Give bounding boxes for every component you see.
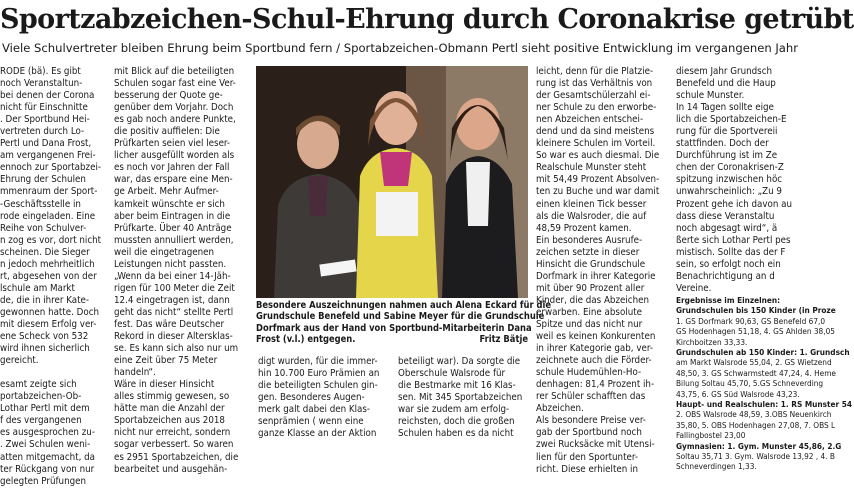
text-line: -Geschäftsstelle in	[0, 198, 81, 210]
text-line: Prüfkarten seien viel leser-	[114, 138, 231, 150]
text-line: Soltau 35,71 3. Gym. Walsrode 13,92 , 4. B	[676, 450, 835, 461]
text-line: Lothar Pertl mit dem	[0, 403, 90, 415]
text-line: diesem Jahr Grundsch	[676, 66, 773, 77]
text-line: Abzeichen.	[536, 403, 584, 415]
text-line: geht das nicht“ stellte Pertl	[114, 306, 234, 318]
text-line: 43,75, 6. GS Süd Walsrode 43,23.	[676, 388, 800, 399]
text-line: n jedoch mehrheitlich	[0, 258, 95, 270]
text-line: 48,50, 3. GS Schwarmstedt 47,24, 4. Heme	[676, 367, 836, 378]
text-line: hin 10.700 Euro Prämien an	[258, 368, 380, 380]
text-line: Prozent gehe ich davon au	[676, 198, 793, 210]
text-line: denhagen: 81,4 Prozent ih-	[536, 379, 655, 391]
text-line: war, das erspare eine Men-	[114, 174, 233, 186]
text-line: gereicht.	[0, 355, 39, 367]
text-line: rung ist das Verhältnis von	[536, 78, 653, 90]
text-line: sein, so erfolgt noch ein	[676, 258, 781, 270]
text-line: zwei Rucksäcke mit Utensi-	[536, 439, 655, 451]
text-line: noch Veranstaltun-	[0, 78, 83, 90]
text-line: Wäre in dieser Hinsicht	[114, 379, 215, 391]
text-line: gab der Sportbund noch	[536, 427, 642, 439]
text-line: Benachrichtigung an d	[676, 270, 775, 282]
text-line: „Wenn da bei einer 14-Jäh-	[114, 270, 231, 282]
text-line: richt. Diese erhielten in	[536, 463, 638, 475]
text-line: Leistungen nicht passten.	[114, 258, 227, 270]
text-line: besserung der Quote ge-	[114, 90, 223, 102]
article-column-5	[536, 66, 666, 475]
text-line: portabzeichen-Ob-	[0, 391, 82, 403]
text-line: zeichnete auch die Förder-	[536, 355, 652, 367]
caption-line: Frost (v.l.) entgegen. Fritz Bätje	[256, 333, 528, 345]
text-line: die Bestmarke mit 16 Klas-	[398, 380, 516, 392]
text-line: mit 54,49 Prozent Absolven-	[536, 174, 660, 186]
text-line: mit Blick auf die beteiligten	[114, 66, 235, 77]
text-line: sen. Mit 345 Sportabzeichen	[398, 392, 523, 404]
text-line: stattfinden. Doch der	[676, 138, 769, 150]
article-photo	[256, 66, 528, 298]
article-column-4-bottom	[398, 356, 528, 473]
photo-credit: Fritz Bätje	[479, 333, 528, 345]
article-column-6	[676, 66, 852, 472]
text-line: ene Scheck von 532	[0, 331, 89, 343]
text-line: gewonnen hatte. Doch	[0, 306, 100, 318]
text-line: eine Zeit über 75 Meter	[114, 355, 218, 367]
text-line: rung für die Sportvereii	[676, 126, 778, 138]
text-line: in ihrer Kategorie gab, ver-	[536, 343, 653, 355]
text-line: RODE (bä). Es gibt	[0, 66, 81, 77]
text-line: GS Hodenhagen 51,18, 4. GS Ahlden 38,05	[676, 326, 835, 337]
text-line: einen kleinen Tick besser	[536, 198, 647, 210]
text-line: Kirchboitzen 33,33.	[676, 336, 748, 347]
caption-line: Grundschule Benefeld und Sabine Meyer für die Grundschule	[256, 311, 545, 323]
article-column-3-bottom	[258, 356, 386, 473]
text-line: es 2951 Sportabzeichen, die	[114, 451, 239, 463]
text-line: Benefeld und die Haup	[676, 78, 776, 90]
article-subheadline: Viele Schulvertreter bleiben Ehrung beim Sportbund fern / Sportabzeichen-Obmann Pertl sieht positive Entwicklung im vergangenen Jahr	[1, 41, 798, 55]
text-line: leicht, denn für die Platzie-	[536, 66, 654, 77]
text-line: ten zu Buche und war damit	[536, 186, 660, 198]
text-line: f des vergangenen	[0, 415, 82, 427]
text-line: erwarben. Eine absolute	[536, 306, 643, 318]
text-line: rode eingeladen. Eine	[0, 210, 96, 222]
text-line: Grundschulen ab 150 Kinder: 1. Grundsch	[676, 346, 850, 357]
article-column-6-text	[676, 66, 800, 295]
text-line: Bilung Soltau 45,70, 5.GS Schneverding	[676, 378, 824, 389]
text-line: ganze Klasse an der Aktion	[258, 428, 377, 440]
text-line: mistisch. Sollte das der F	[676, 246, 786, 258]
text-line: Ergebnisse im Einzelnen:	[676, 294, 781, 305]
text-line: 35,80, 5. OBS Hodenhagen 27,08, 7. OBS L	[676, 419, 836, 430]
text-line: se. Es kann sich also nur um	[114, 343, 239, 355]
text-line: es gab noch andere Punkte,	[114, 114, 236, 126]
text-line: Gymnasien: 1. Gym. Munster 45,86, 2.G	[676, 440, 842, 451]
text-line: ennoch zur Sportabzei-	[0, 162, 102, 174]
text-line: am vergangenen Frei-	[0, 150, 96, 162]
text-line: scheinen. Die Sieger	[0, 246, 90, 258]
text-line: es noch vor Jahren der Fall	[114, 162, 230, 174]
text-line: zeichen setzte in dieser	[536, 246, 640, 258]
text-line: dend und da sind meistens	[536, 126, 655, 138]
text-line: Schulen sogar fast eine Ver-	[114, 78, 236, 90]
text-line: alles stimmig gewesen, so	[114, 391, 230, 403]
text-line: rt, abgesehen von der	[0, 270, 97, 282]
text-line: atten mitgemacht, da	[0, 451, 96, 463]
text-line: Reihe von Schulver-	[0, 222, 87, 234]
text-line: die beteiligten Schulen gin-	[258, 380, 378, 392]
text-line: Grundschulen bis 150 Kinder (in Proze	[676, 305, 836, 316]
text-line: In 14 Tagen sollte eige	[676, 102, 774, 114]
text-line: esamt zeigte sich	[0, 379, 77, 391]
text-line: Schulen haben es da nicht	[398, 428, 514, 440]
text-line: 1. GS Dorfmark 90,63, GS Benefeld 67,0	[676, 315, 826, 326]
text-line: weil es keinen Konkurenten	[536, 331, 656, 343]
text-line: Durchführung ist im Ze	[676, 150, 778, 162]
photo-three-women-image	[256, 66, 528, 298]
text-line: schule Munster.	[676, 90, 745, 102]
text-line: kleinere Schulen im Vorteil.	[536, 138, 656, 150]
article-headline: Sportzabzeichen-Schul-Ehrung durch Coronakrise getrübt	[0, 4, 854, 35]
text-line: gen. Besonderes Augen-	[258, 392, 365, 404]
text-line: Ein besonderes Ausrufe-	[536, 234, 643, 246]
text-line: 48,59 Prozent kamen.	[536, 222, 632, 234]
text-line: ner Schule zu den erworbe-	[536, 102, 657, 114]
article-column-1	[0, 66, 104, 487]
text-line: bei denen der Corona	[0, 90, 95, 102]
text-line: vertreten durch Lo-	[0, 126, 85, 138]
text-line: Realschule Munster steht	[536, 162, 647, 174]
photo-caption	[256, 300, 552, 348]
text-line: fest. Das wäre Deutscher	[114, 318, 225, 330]
text-line: Vereine.	[676, 282, 712, 294]
text-line: genüber dem Vorjahr. Doch	[114, 102, 234, 114]
text-line: mit diesem Erfolg ver-	[0, 318, 97, 330]
text-line: 12.4 eingetragen ist, dann	[114, 294, 230, 306]
text-line: 2. OBS Walsrode 48,59, 3.OBS Neuenkirch	[676, 409, 832, 420]
text-line: Hinsicht die Grundschule	[536, 258, 646, 270]
text-line: Fallingbostel 23,00	[676, 430, 746, 441]
text-line: sogar verbessert. So waren	[114, 439, 234, 451]
text-line: schule Hudemühlen-Ho-	[536, 367, 642, 379]
text-line: Sportabzeichen aus 2018	[114, 415, 225, 427]
text-line: merk galt dabei den Klas-	[258, 404, 371, 416]
text-line: n zog es vor, dort nicht	[0, 234, 102, 246]
text-line: senprämien ( wenn eine	[258, 416, 364, 428]
text-line: licher ausgefüllt worden als	[114, 150, 235, 162]
text-line: lich die Sportabzeichen-E	[676, 114, 787, 126]
text-line: de, die in ihrer Kate-	[0, 294, 90, 306]
text-line: nicht nur erreicht, sondern	[114, 427, 231, 439]
text-line: lien für den Sportunter-	[536, 451, 638, 463]
text-line: als die Walsroder, die auf	[536, 210, 647, 222]
text-line: spitzung inzwischen höc	[676, 174, 783, 186]
text-line: reichsten, doch die großen	[398, 416, 515, 428]
text-line: wird ihnen sicherlich	[0, 343, 90, 355]
text-line: mussten annulliert werden,	[114, 234, 234, 246]
text-line: . Zwei Schulen weni-	[0, 439, 91, 451]
text-line: am Markt Walsrode 55,04, 2. GS Wietzend	[676, 357, 832, 368]
text-line: Dorfmark in ihrer Kategorie	[536, 270, 656, 282]
text-line: Schneverdingen 1,33.	[676, 461, 757, 472]
text-line: bearbeitet und ausgehän-	[114, 463, 228, 475]
text-line: Haupt- und Realschulen: 1. RS Munster 54	[676, 398, 852, 409]
text-line: Oberschule Walsrode für	[398, 368, 506, 380]
text-line: ter Rückgang von nur	[0, 463, 95, 475]
text-line: gelegten Prüfungen	[0, 475, 87, 487]
text-line: weil die eingetragenen	[114, 246, 215, 258]
text-line	[0, 367, 104, 379]
text-line: mit über 90 Prozent aller	[536, 282, 645, 294]
text-line: es ausgesprochen zu-	[0, 427, 95, 439]
text-line: ge Arbeit. Mehr Aufmer-	[114, 186, 219, 198]
text-line: Als besondere Preise ver-	[536, 415, 646, 427]
text-line: . Der Sportbund Hei-	[0, 114, 90, 126]
text-line: lschule am Markt	[0, 282, 75, 294]
text-line: dass diese Veranstaltu	[676, 210, 775, 222]
text-line: Kinder, die das Abzeichen	[536, 294, 650, 306]
text-line: mmenraum der Sport-	[0, 186, 98, 198]
text-line: Pertl und Dana Frost,	[0, 138, 92, 150]
text-line: chen der Coronakrisen-Z	[676, 162, 784, 174]
text-line: Rekord in dieser Altersklas-	[114, 331, 233, 343]
text-line: rigen für 100 Meter die Zeit	[114, 282, 235, 294]
text-line: noch abgesagt wird“, ä	[676, 222, 778, 234]
text-line: nen Abzeichen entschei-	[536, 114, 644, 126]
text-line: Spitze und das nicht nur	[536, 318, 643, 330]
text-line: nicht für Einschnitte	[0, 102, 88, 114]
text-line: handeln“.	[114, 367, 156, 379]
text-line: rer Schüler schafften das	[536, 391, 646, 403]
article-column-2	[114, 66, 246, 475]
text-line: So war es auch diesmal. Die	[536, 150, 660, 162]
text-line: der Gesamtschülerzahl ei-	[536, 90, 651, 102]
text-line: unwahrscheinlich: „Zu 9	[676, 186, 782, 198]
caption-line: Besondere Auszeichnungen nahmen auch Alena Eckard für die	[256, 300, 552, 311]
text-line: digt wurden, für die immer-	[258, 356, 378, 367]
text-line: war sie zudem am erfolg-	[398, 404, 510, 416]
caption-line: Dorfmark aus der Hand von Sportbund-Mitarbeiterin Dana	[256, 322, 532, 334]
text-line: hätte man die Anzahl der	[114, 403, 225, 415]
text-line: ßerte sich Lothar Pertl pes	[676, 234, 791, 246]
text-line: die positiv auffielen: Die	[114, 126, 220, 138]
text-line: Prüfkarte. Über 40 Anträge	[114, 222, 232, 234]
text-line: beteiligt war). Da sorgte die	[398, 356, 521, 367]
text-line: kamkeit wünschte er sich	[114, 198, 225, 210]
text-line: Ehrung der Schulen	[0, 174, 86, 186]
text-line: aber beim Eintragen in die	[114, 210, 231, 222]
results-box	[676, 294, 852, 472]
